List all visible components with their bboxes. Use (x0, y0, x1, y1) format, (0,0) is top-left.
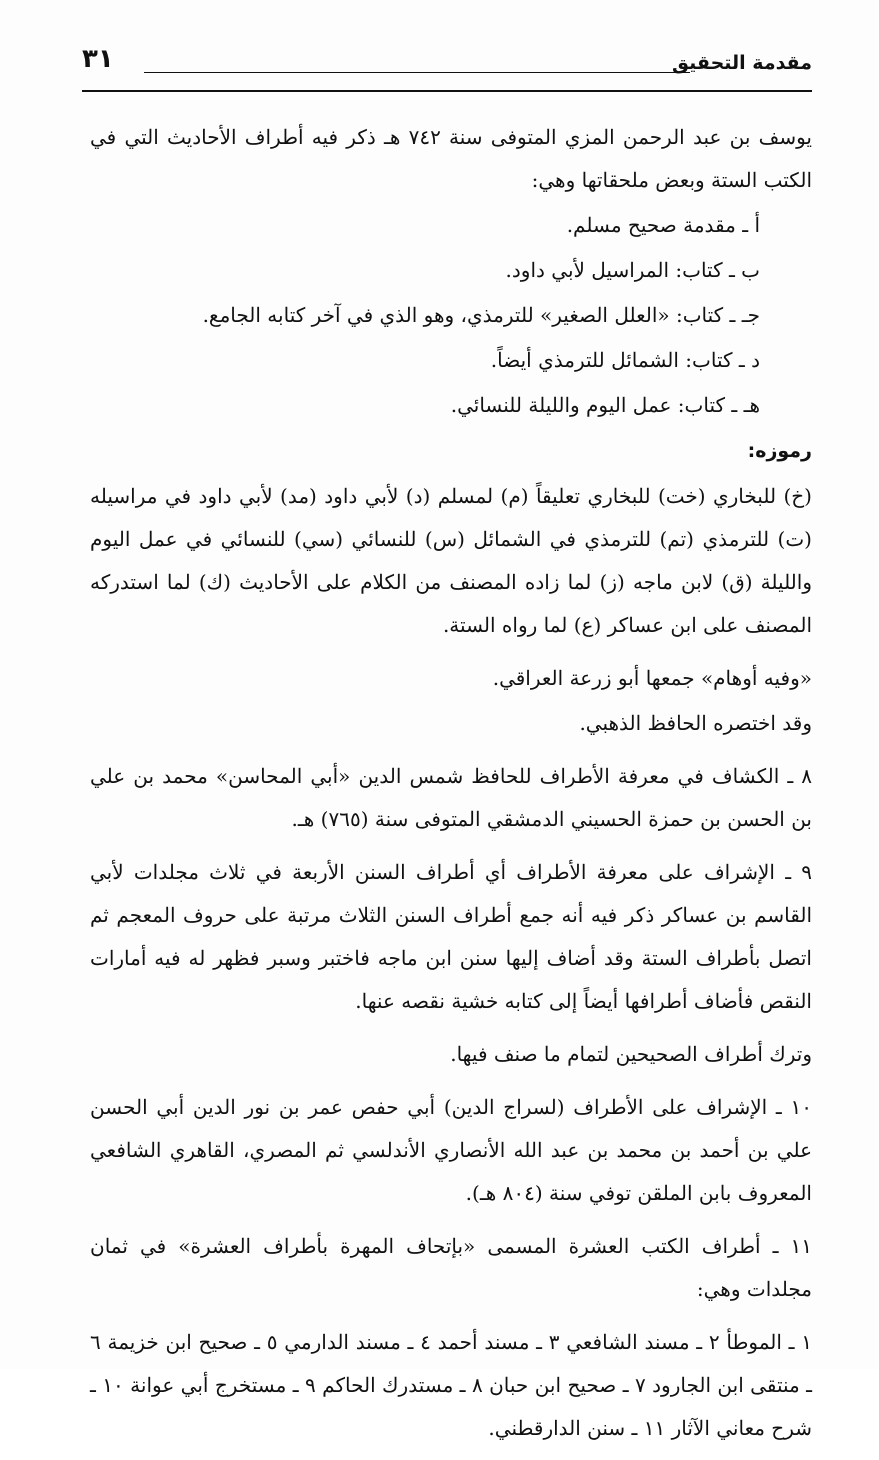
list-item: جـ ـ كتاب: «العلل الصغير» للترمذي، وهو الذي في آخر كتابه الجامع. (202, 303, 760, 327)
list-item: أ ـ مقدمة صحيح مسلم. (566, 213, 760, 237)
page-number: ٣١ (82, 44, 114, 74)
list-item: ب ـ كتاب: المراسيل لأبي داود. (505, 258, 760, 282)
intro-paragraph: يوسف بن عبد الرحمن المزي المتوفى سنة ٧٤٢ هـ ذكر فيه أطراف الأحاديث التي في الكتب الستة وبعض ملحقاتها وهي: (90, 125, 812, 192)
page-body (90, 116, 812, 1460)
page-header (82, 44, 812, 92)
symbols-paragraph: (خ) للبخاري (خت) للبخاري تعليقاً (م) لمسلم (د) لأبي داود (مد) لأبي داود في مراسيله (ت) للترمذي (تم) للترمذي في الشمائل (س) للنسائي (سي) للنسائي في عمل اليوم والليلة (ق) لابن ماجه (ز) لما زاده المصنف من الكلام على الأحاديث (ك) لما استدركه المصنف على ابن عساكر (ع) لما رواه الستة. (90, 484, 812, 637)
running-head-title: مقدمة التحقيق (672, 52, 812, 74)
symbols-heading (90, 429, 812, 473)
entry-9: ٩ ـ الإشراف على معرفة الأطراف أي أطراف السنن الأربعة في ثلاث مجلدات لأبي القاسم بن عساكر ذكر فيه أنه جمع أطراف السنن الثلاث مرتبة على حروف المعجم ثم اتصل بأطراف الستة وقد أضاف إليها سنن ابن ماجه فاختبر وسبر فظهر له فيه أمارات النقص فأضاف أطرافها أيضاً إلى كتابه خشية نقصه عنها. (90, 860, 812, 1013)
running-head-line (144, 72, 690, 73)
list-item: د ـ كتاب: الشمائل للترمذي أيضاً. (490, 348, 760, 372)
header-rule (82, 90, 812, 92)
list-item: هـ ـ كتاب: عمل اليوم والليلة للنسائي. (450, 393, 760, 417)
entry-8: ٨ ـ الكشاف في معرفة الأطراف للحافظ شمس الدين «أبي المحاسن» محمد بن علي بن الحسن بن حمزة الحسيني الدمشقي المتوفى سنة (٧٦٥) هـ. (90, 764, 812, 831)
entry-11: ١١ ـ أطراف الكتب العشرة المسمى «بإتحاف المهرة بأطراف العشرة» في ثمان مجلدات وهي: (90, 1234, 812, 1301)
entry-11-list: ١ ـ الموطأ ٢ ـ مسند الشافعي ٣ ـ مسند أحمد ٤ ـ مسند الدارمي ٥ ـ صحيح ابن خزيمة ٦ ـ منتقى ابن الجارود ٧ ـ صحيح ابن حبان ٨ ـ مستدرك الحاكم ٩ ـ مستخرج أبي عوانة ١٠ ـ شرح معاني الآثار ١١ ـ سنن الدارقطني. (90, 1330, 812, 1440)
entry-10: ١٠ ـ الإشراف على الأطراف (لسراج الدين) أبي حفص عمر بن نور الدين أبي الحسن علي بن أحمد بن محمد بن عبد الله الأنصاري الأندلسي ثم المصري، القاهري الشافعي المعروف بابن الملقن توفي سنة (٨٠٤ هـ). (90, 1095, 812, 1205)
note-dhahabi: وقد اختصره الحافظ الذهبي. (579, 711, 812, 735)
entry-9-note: وترك أطراف الصحيحين لتمام ما صنف فيها. (450, 1042, 812, 1066)
note-awham: «وفيه أوهام» جمعها أبو زرعة العراقي. (492, 666, 812, 690)
symbols-heading-text: رموزه: (747, 440, 812, 462)
